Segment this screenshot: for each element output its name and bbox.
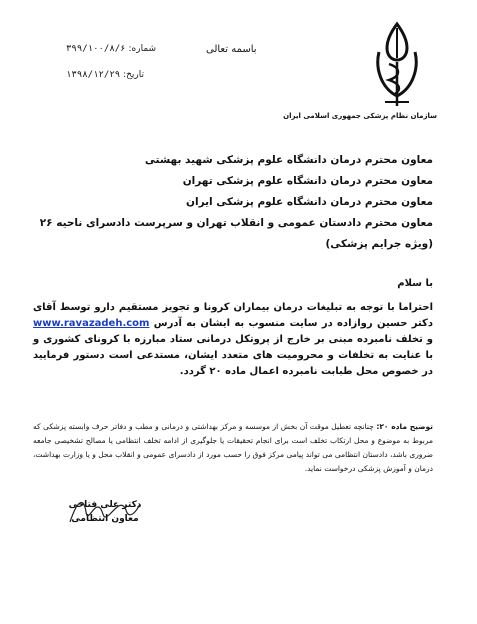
recipient: معاون محترم درمان دانشگاه علوم پزشکی شهید بهشتی bbox=[144, 154, 433, 166]
greeting: با سلام bbox=[397, 278, 433, 289]
recipients-list bbox=[33, 150, 433, 255]
note-label: توضیح ماده ۲۰: bbox=[376, 422, 433, 431]
body-text-after-link: و تخلف نامبرده مبنی بر خارج از پروتکل درمانی ستاد مبارزه با کرونای کشوری و با عنایت به تخلفات و محرومیت های متعدد ایشان، مستدعی است دستور فرمایید در خصوص محل طبابت نامبرده اعمال ماده ۲۰ گردد. bbox=[33, 334, 433, 377]
letter-date bbox=[66, 70, 144, 80]
website-link[interactable]: www.ravazadeh.com bbox=[33, 318, 150, 329]
note-text: چنانچه تعطیل موقت آن بخش از موسسه و مرکز بهداشتی و درمانی و مطب و دفاتر حرف وابسته پزشکی که مربوط به موضوع و محل ارتکاب تخلف است برای انجام تحقیقات یا جلوگیری از ادامه تخلف انتظامی یا مصالح تشخیصی جامعه ضروری باشد، دادستان انتظامی می تواند پیامی مرکز فوق را حسب مورد از دادسرای عمومی و انقلاب محل و یا وزارت بهداشت، درمان و آموزش پزشکی درخواست نماید. bbox=[33, 422, 433, 473]
medical-council-logo bbox=[283, 18, 437, 130]
number-label: شماره: bbox=[128, 44, 157, 54]
letter-body bbox=[33, 276, 433, 380]
date-label: تاریخ: bbox=[123, 70, 145, 80]
number-value: ۳۹۹/۱۰۰/۸/۶ bbox=[66, 44, 126, 54]
emblem-icon bbox=[365, 18, 429, 110]
basmala: باسمه تعالی bbox=[206, 44, 257, 55]
article-20-note bbox=[33, 420, 433, 476]
logo-caption: سازمان نظام پزشکی جمهوری اسلامی ایران bbox=[283, 112, 437, 120]
recipient: معاون محترم درمان دانشگاه علوم پزشکی ایران bbox=[186, 196, 433, 208]
signature-block bbox=[60, 498, 150, 526]
signer-name: دکتر علی فتاحی bbox=[68, 500, 142, 510]
signature-scribble-icon bbox=[64, 492, 144, 532]
date-value: ۱۳۹۸/۱۲/۲۹ bbox=[66, 70, 121, 80]
letter-number bbox=[66, 44, 156, 54]
signer-title: معاون انتظامی bbox=[71, 514, 139, 524]
body-text-before-link: احتراما با توجه به تبلیغات درمان بیماران کرونا و تجویز مستقیم دارو توسط آقای دکتر حسین روازاده در سایت منسوب به ایشان به آدرس bbox=[33, 302, 434, 329]
recipient: معاون محترم دادستان عمومی و انقلاب تهران و سرپرست دادسرای ناحیه ۲۶ (ویژه جرایم پزشکی) bbox=[39, 217, 433, 250]
recipient: معاون محترم درمان دانشگاه علوم پزشکی تهران bbox=[182, 175, 433, 187]
body-paragraph bbox=[33, 300, 433, 380]
